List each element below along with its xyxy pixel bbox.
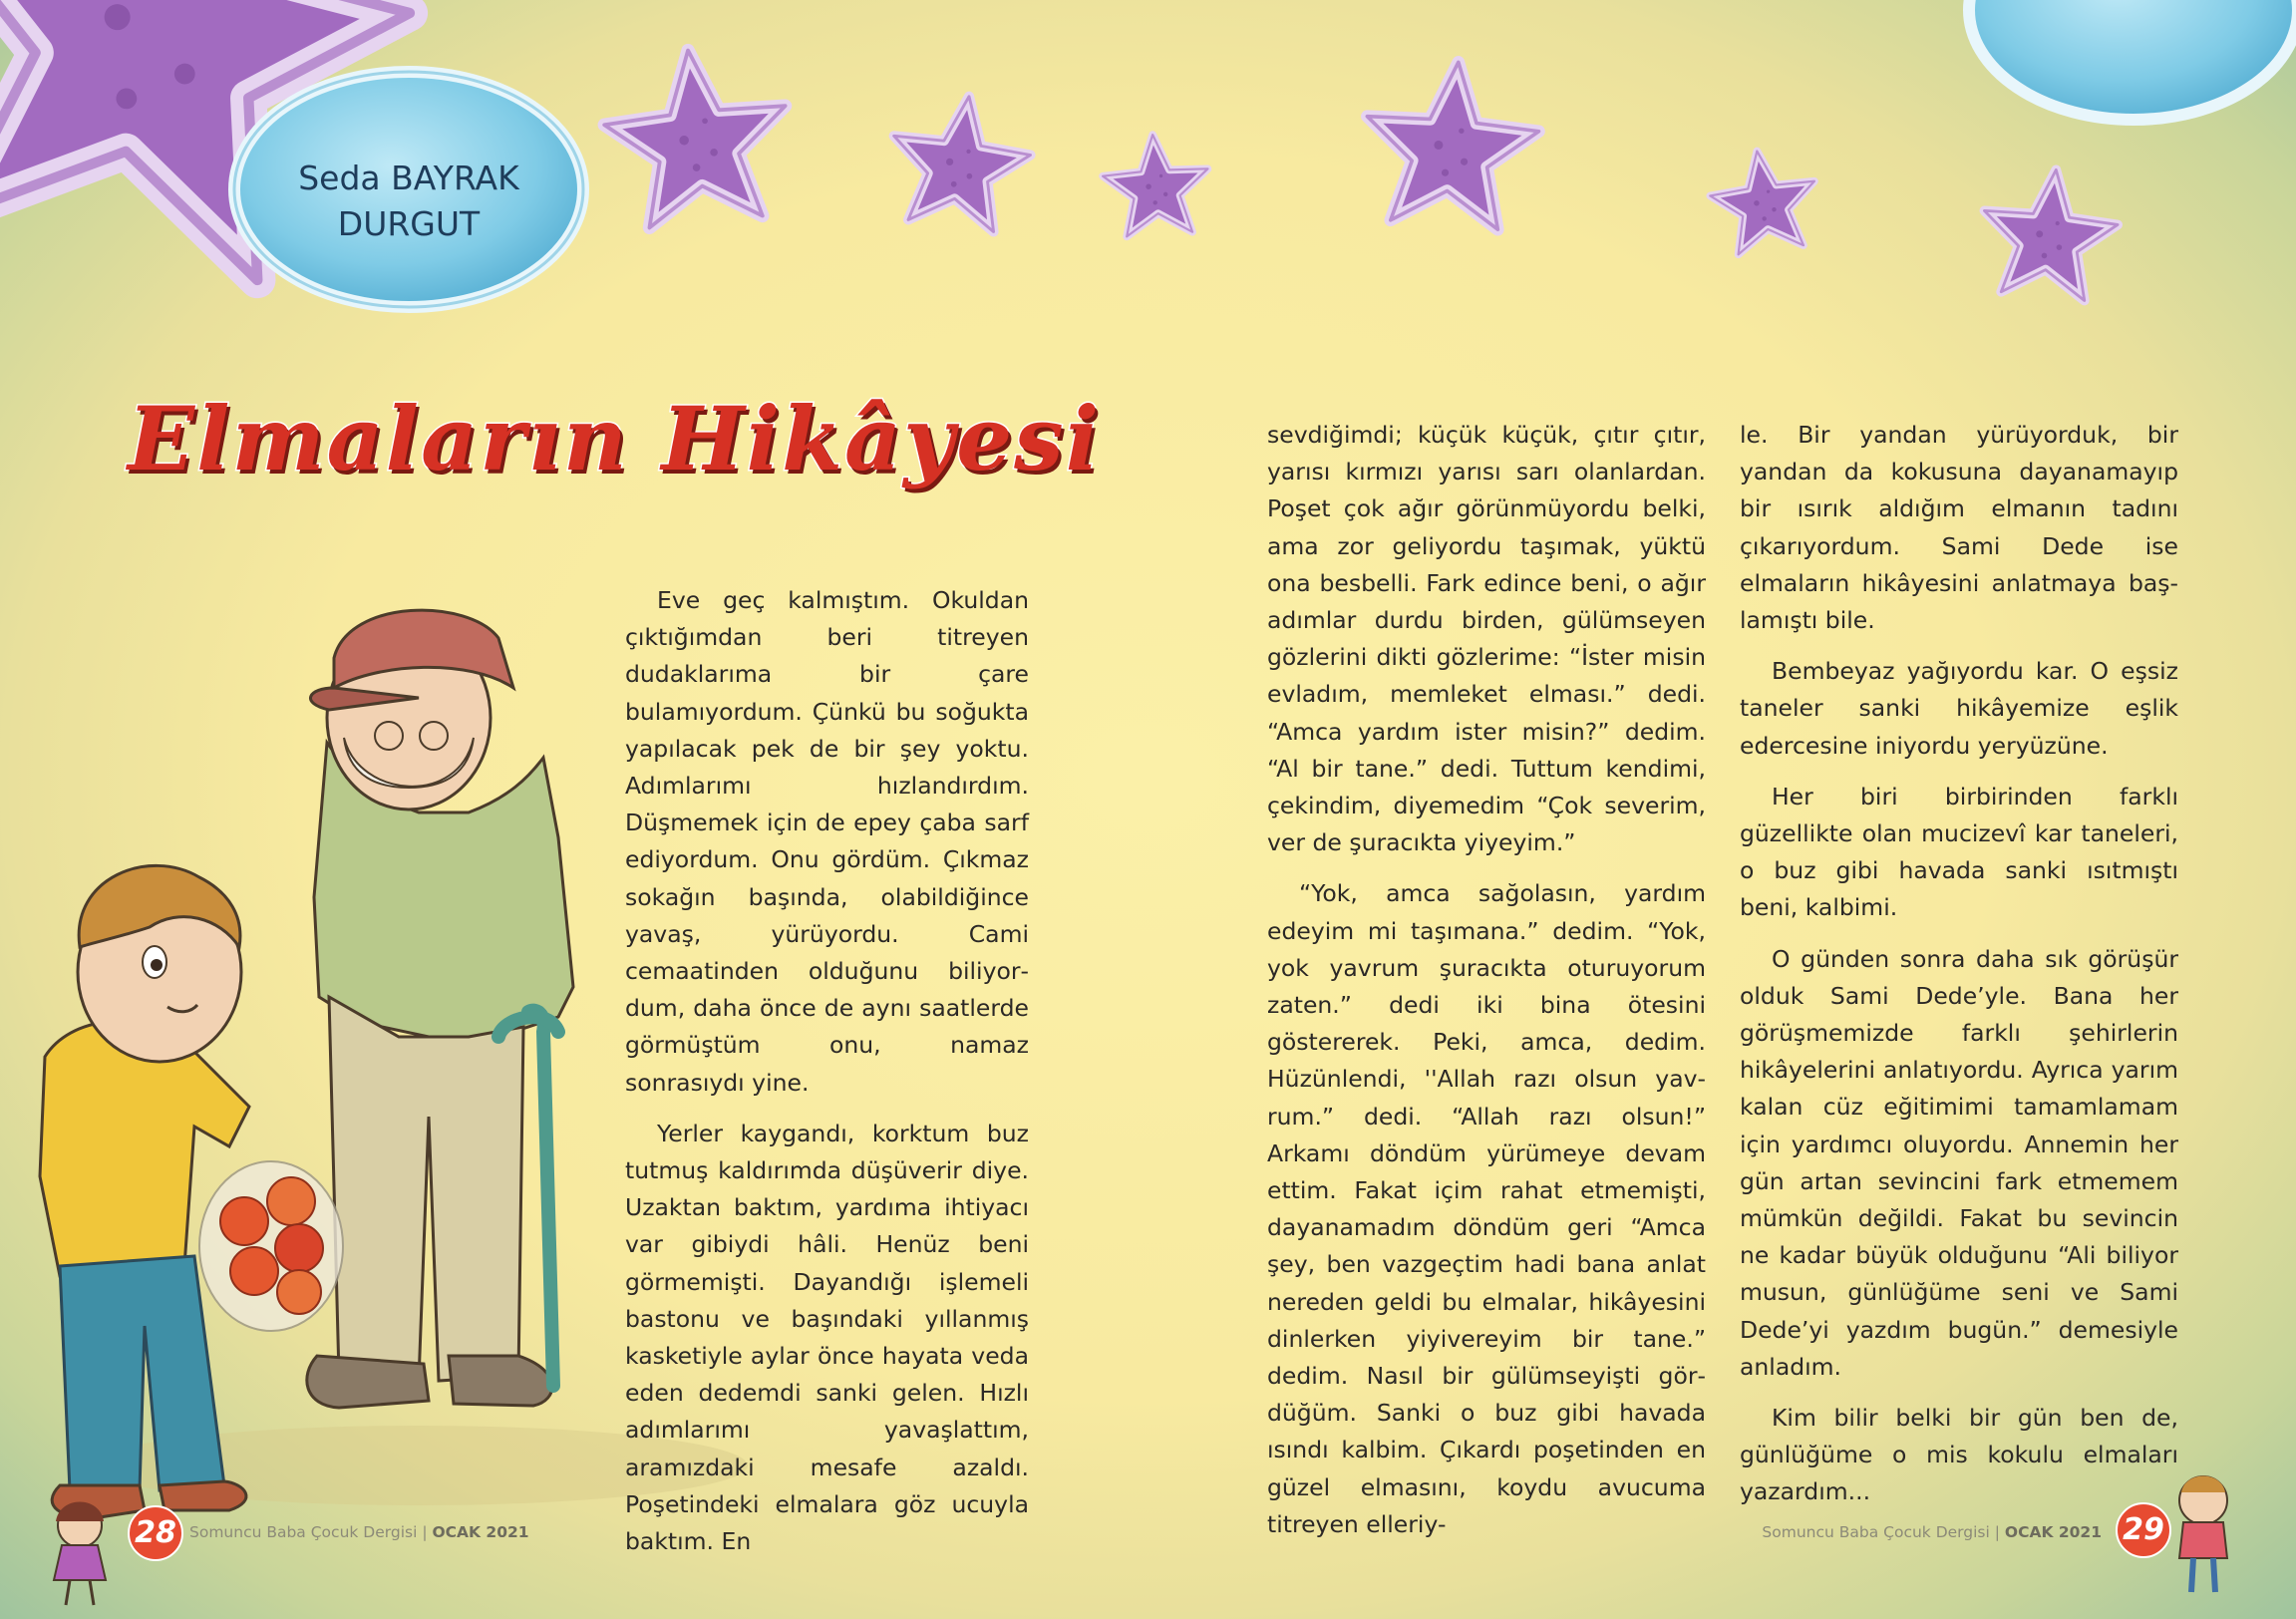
issue-date: OCAK 2021 bbox=[432, 1523, 529, 1541]
story-title: Elmaların Hikâyesi bbox=[128, 387, 1102, 490]
paragraph: sevdiğimdi; küçük küçük, çıtır çıtır, yarısı kırmızı yarısı sarı olanlardan. Poşet çok ağır görünmüyordu belki, ama zor geliyordu taşımak, yüktü ona besbelli. Fark edince beni, o ağır adımlar durdu birden, gülümseyen gözlerini dikti gözlerime: “İster misin evladım, memleket elması.” dedi. “Amca yardım ister misin?” dedim. “Al bir tane.” dedi. Tuttum kendimi, çekindim, diyemedim “Çok severim, ver de şuracıkta yiyeyim.” bbox=[1267, 421, 1706, 857]
footer-left: Somuncu Baba Çocuk Dergisi | OCAK 2021 bbox=[189, 1523, 529, 1541]
issue-date: OCAK 2021 bbox=[2004, 1523, 2102, 1541]
paragraph: Her biri birbirinden farklı güzellikte olan mucizevî kar taneleri, o buz gibi havada sanki ısıtmıştı beni, kalbimi. bbox=[1740, 782, 2178, 922]
author-line-1: Seda BAYRAK bbox=[298, 159, 519, 197]
girl-mascot-icon bbox=[54, 1502, 106, 1606]
paragraph: “Yok, amca sağolasın, yardım edeyim mi taşımana.” dedim. “Yok, yok yavrum şuracıkta oturuyorum zaten.” dedi iki bina ötesini göstererek. Peki, amca, dedim. Hüzünlendi, ''Allah razı olsun yavrum.” dedi. “Allah razı olsun!” Arkamı döndüm yürümeye devam ettim. Fakat içim rahat etmemişti, dayanamadım döndüm geri “Amca şey, ben vazgeçtim hadi bana anlat nereden geldi bu elmalar, hikâyesini dinlerken yiyivereyim bir tane.” dedim. Nasıl bir gülümseyişti gördüğüm. Sanki o buz gibi havada ısındı kalbim. Çıkardı poşetinden en güzel elmasını, koydu avucuma titreyen elleriy- bbox=[1267, 879, 1706, 1538]
text-column-2 bbox=[1267, 417, 1706, 1557]
star-icon bbox=[1705, 144, 1823, 257]
paragraph: le. Bir yandan yürüyorduk, bir yandan da kokusuna dayanamayıp bir ısırık aldığım elmanın tadını çıkarıyordum. Sami Dede ise elmaların hikâyesini anlatmaya başlamıştı bile. bbox=[1740, 421, 2178, 635]
star-icon bbox=[1100, 131, 1211, 237]
magazine-name: Somuncu Baba Çocuk Dergisi bbox=[1762, 1523, 1990, 1541]
paragraph: Yerler kaygandı, korktum buz tutmuş kaldırımda düşüverir diye. Uzaktan baktım, yardıma ihtiyacı var gibiydi hâli. Henüz beni görmemişti. Dayandığı işlemeli bastonu ve başındaki yıllanmış kasketiyle aylar önce hayata veda eden dedemdi sanki gelen. Hızlı adımlarımı yavaşlattım, aramızdaki mesafe azaldı. Poşetindeki elmalara göz ucuyla baktım. En bbox=[625, 1119, 1029, 1556]
author-line-2: DURGUT bbox=[337, 204, 481, 243]
paragraph: O günden sonra daha sık görüşür olduk Sami Dede’yle. Bana her görüşmemizde farklı şehirlerin hikâyelerini anlatıyordu. Ayrıca yarım kalan cüz eğitimimi tamamlamam için yardımcı oluyordu. Annemin her gün artan sevincini fark etmemem mümkün değildi. Fakat bu sevincin ne kadar büyük olduğunu “Ali biliyor musun, günlüğüme seni ve Sami Dede’yi yazdım bugün.” demesiyle anladım. bbox=[1740, 944, 2178, 1381]
text-column-3 bbox=[1740, 417, 2178, 1525]
footer-right: Somuncu Baba Çocuk Dergisi | OCAK 2021 bbox=[1762, 1523, 2102, 1541]
paragraph: Eve geç kalmıştım. Okuldan çıktığımdan beri titreyen dudaklarıma bir çare bulamıyordum. Çünkü bu soğukta yapılacak pek de bir şey yoktu. Adımlarımı hızlandırdım. Düşmemek için de epey çaba sarf ediyordum. Onu gördüm. Çıkmaz sokağın başında, olabildiğince yavaş, yürüyordu. Cami cemaatinden olduğunu biliyordum, daha önce de aynı saatlerde görmüştüm onu, namaz sonrasıydı yine. bbox=[625, 586, 1029, 1097]
star-icon bbox=[1976, 162, 2123, 303]
paragraph: Bembeyaz yağıyordu kar. O eşsiz taneler sanki hikâyemize eşlik edercesine iniyordu yeryüzüne. bbox=[1740, 657, 2178, 760]
star-icon bbox=[597, 41, 796, 231]
page-number-left: 28 bbox=[128, 1505, 183, 1561]
page-number-right: 29 bbox=[2116, 1502, 2171, 1558]
boy-mascot-icon bbox=[2179, 1476, 2227, 1593]
corner-bubble bbox=[1969, 0, 2296, 120]
paragraph: Kim bilir belki bir gün ben de, günlüğüme o mis kokulu elmaları yazardım... bbox=[1740, 1404, 2178, 1506]
text-column-1 bbox=[625, 582, 1029, 1574]
star-icon bbox=[1358, 55, 1543, 232]
magazine-name: Somuncu Baba Çocuk Dergisi bbox=[189, 1523, 418, 1541]
author-name bbox=[289, 156, 528, 247]
star-icon bbox=[882, 87, 1037, 235]
